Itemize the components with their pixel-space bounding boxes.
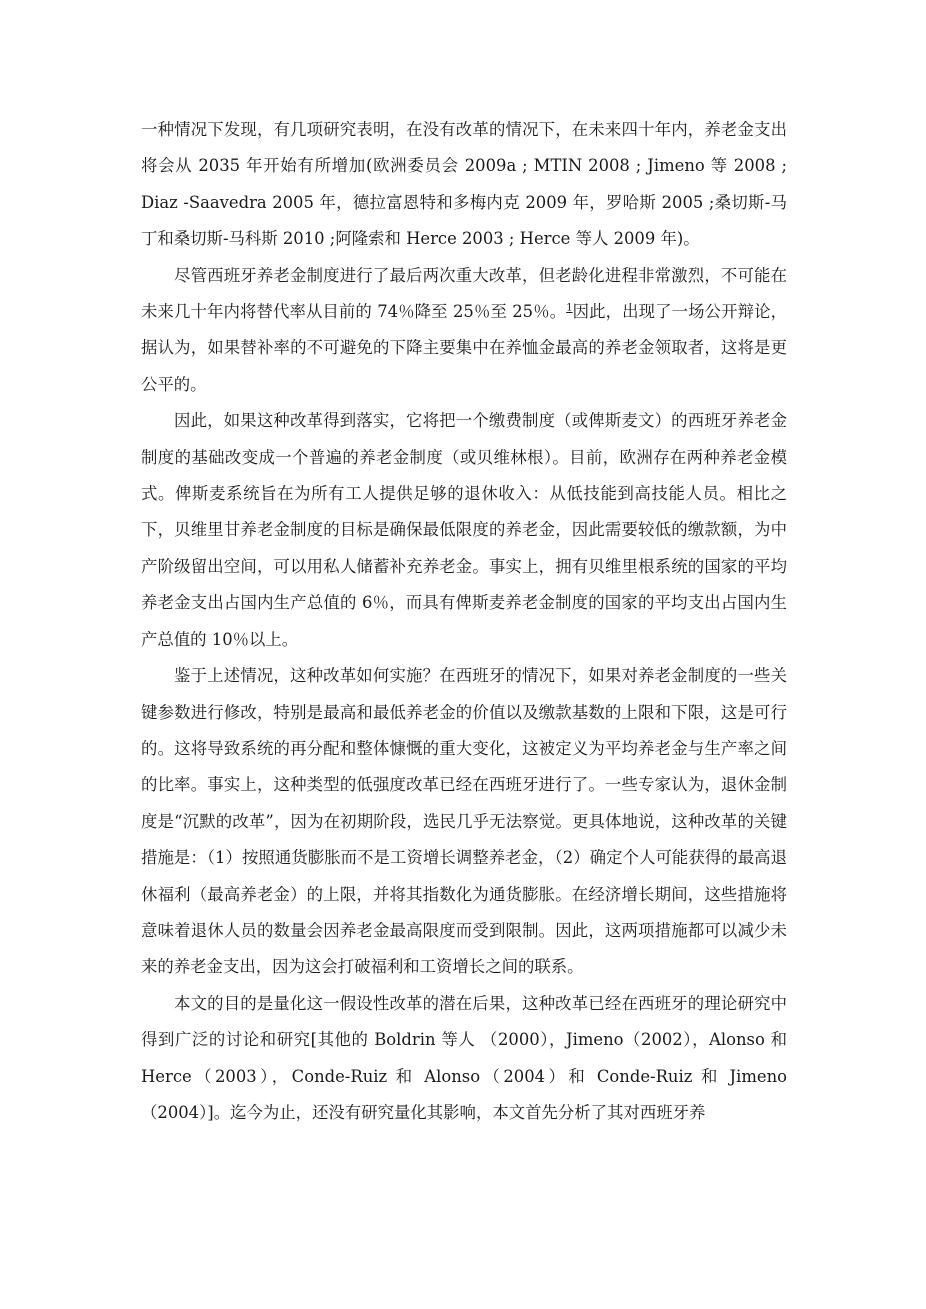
paragraph-2-text-after: 因此，出现了一场公开辩论，据认为，如果替补率的不可避免的下降主要集中在养恤金最高的养老金领取者，这将是更公平的。 [141, 302, 788, 394]
document-body [141, 112, 787, 1131]
paragraph-5: 本文的目的是量化这一假设性改革的潜在后果，这种改革已经在西班牙的理论研究中得到广泛的讨论和研究[其他的 Boldrin 等人 （2000），Jimeno（2002），Alonso 和 Herce（2003），Conde-Ruiz 和 Alonso（2004）和 Conde-Ruiz 和 Jimeno（2004）]。迄今为止，还没有研究量化其影响，本文首先分析了其对西班牙养 [141, 993, 787, 1122]
footnote-reference[interactable]: 1 [566, 302, 573, 314]
paragraph-2 [141, 258, 787, 404]
paragraph-2-text-before: 尽管西班牙养老金制度进行了最后两次重大改革，但老龄化进程非常激烈，不可能在未来几十年内将替代率从目前的 74％降至 25％至 25％。 [141, 265, 787, 322]
paragraph-3: 因此，如果这种改革得到落实，它将把一个缴费制度（或俾斯麦文）的西班牙养老金制度的基础改变成一个普遍的养老金制度（或贝维林根）。目前，欧洲存在两种养老金模式。俾斯麦系统旨在为所有工人提供足够的退休收入：从低技能到高技能人员。相比之下，贝维里甘养老金制度的目标是确保最低限度的养老金，因此需要较低的缴款额，为中产阶级留出空间，可以用私人储蓄补充养老金。事实上，拥有贝维里根系统的国家的平均养老金支出占国内生产总值的 6％，而具有俾斯麦养老金制度的国家的平均支出占国内生产总值的 10％以上。 [141, 411, 787, 649]
paragraph-4: 鉴于上述情况，这种改革如何实施？在西班牙的情况下，如果对养老金制度的一些关键参数进行修改，特别是最高和最低养老金的价值以及缴款基数的上限和下限，这是可行的。这将导致系统的再分配和整体慷慨的重大变化，这被定义为平均养老金与生产率之间的比率。事实上，这种类型的低强度改革已经在西班牙进行了。一些专家认为，退休金制度是“沉默的改革”，因为在初期阶段，选民几乎无法察觉。更具体地说，这种改革的关键措施是：（1）按照通货膨胀而不是工资增长调整养老金，（2）确定个人可能获得的最高退休福利（最高养老金）的上限，并将其指数化为通货膨胀。在经济增长期间，这些措施将意味着退休人员的数量会因养老金最高限度而受到限制。因此，这两项措施都可以减少未来的养老金支出，因为这会打破福利和工资增长之间的联系。 [141, 666, 787, 977]
paragraph-1: 一种情况下发现，有几项研究表明，在没有改革的情况下，在未来四十年内，养老金支出将会从 2035 年开始有所增加(欧洲委员会 2009a ; MTIN 2008 ; Jimeno 等 2008 ; Diaz -Saavedra 2005 年，德拉富恩特和多梅内克 2009 年，罗哈斯 2005 ;桑切斯-马丁和桑切斯-马科斯 2010 ;阿隆索和 Herce 2003 ; Herce 等人 2009 年)。 [141, 120, 787, 249]
